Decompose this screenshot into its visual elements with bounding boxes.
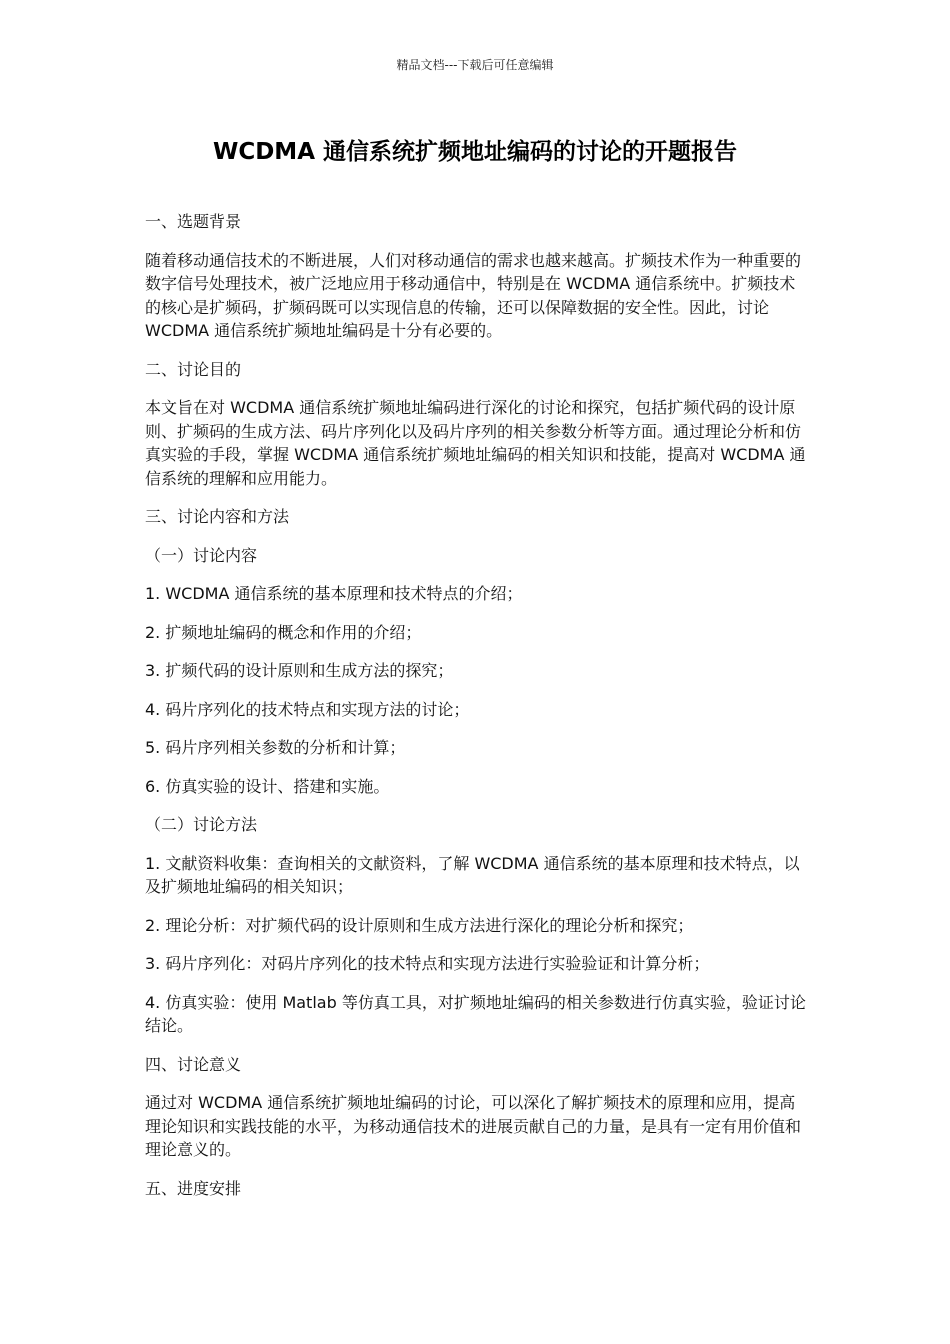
page-header: 精品文档---下载后可任意编辑 bbox=[396, 58, 554, 72]
section-heading-background: 一、选题背景 bbox=[145, 212, 242, 231]
list-item-content: 3. 扩频代码的设计原则和生成方法的探究； bbox=[145, 661, 454, 680]
list-item-content: 2. 扩频地址编码的概念和作用的介绍； bbox=[145, 622, 422, 642]
list-item-content: 5. 码片序列相关参数的分析和计算； bbox=[145, 738, 406, 757]
list-item-content: 6. 仿真实验的设计、搭建和实施。 bbox=[145, 776, 390, 796]
subsection-heading-methods: （二）讨论方法 bbox=[145, 815, 258, 834]
document-body bbox=[145, 210, 810, 1215]
paragraph-purpose: 本文旨在对 WCDMA 通信系统扩频地址编码进行深化的讨论和探究，包括扩频代码的设计原则、扩频码的生成方法、码片序列化以及码片序列的相关参数分析等方面。通过理论分析和仿真实验的手段，掌握 WCDMA 通信系统扩频地址编码的相关知识和技能，提高对 WCDMA 通信系统的理解和应用能力。 bbox=[145, 398, 806, 488]
list-item-content: 1. WCDMA 通信系统的基本原理和技术特点的介绍； bbox=[145, 584, 523, 603]
list-item-method: 3. 码片序列化：对码片序列化的技术特点和实现方法进行实验验证和计算分析； bbox=[145, 954, 710, 973]
section-heading-schedule: 五、进度安排 bbox=[145, 1178, 242, 1198]
list-item-method: 4. 仿真实验：使用 Matlab 等仿真工具，对扩频地址编码的相关参数进行仿真实验，验证讨论结论。 bbox=[145, 992, 806, 1035]
list-item-method: 2. 理论分析：对扩频代码的设计原则和生成方法进行深化的理论分析和探究； bbox=[145, 915, 694, 935]
paragraph-background: 随着移动通信技术的不断进展，人们对移动通信的需求也越来越高。扩频技术作为一种重要的数字信号处理技术，被广泛地应用于移动通信中，特别是在 WCDMA 通信系统中。扩频技术的核心是扩频码，扩频码既可以实现信息的传输，还可以保障数据的安全性。因此，讨论 WCDMA 通信系统扩频地址编码是十分有必要的。 bbox=[145, 250, 802, 340]
section-heading-significance: 四、讨论意义 bbox=[145, 1054, 242, 1074]
list-item-content: 4. 码片序列化的技术特点和实现方法的讨论； bbox=[145, 699, 470, 719]
section-heading-purpose: 二、讨论目的 bbox=[145, 359, 242, 379]
list-item-method: 1. 文献资料收集：查询相关的文献资料，了解 WCDMA 通信系统的基本原理和技术特点，以及扩频地址编码的相关知识； bbox=[145, 853, 800, 896]
paragraph-significance: 通过对 WCDMA 通信系统扩频地址编码的讨论，可以深化了解扩频技术的原理和应用，提高理论知识和实践技能的水平，为移动通信技术的进展贡献自己的力量，是具有一定有用价值和理论意义的。 bbox=[145, 1093, 802, 1159]
section-heading-content-methods: 三、讨论内容和方法 bbox=[145, 507, 290, 526]
document-title: WCDMA 通信系统扩频地址编码的讨论的开题报告 bbox=[212, 139, 738, 165]
subsection-heading-content: （一）讨论内容 bbox=[145, 545, 258, 565]
